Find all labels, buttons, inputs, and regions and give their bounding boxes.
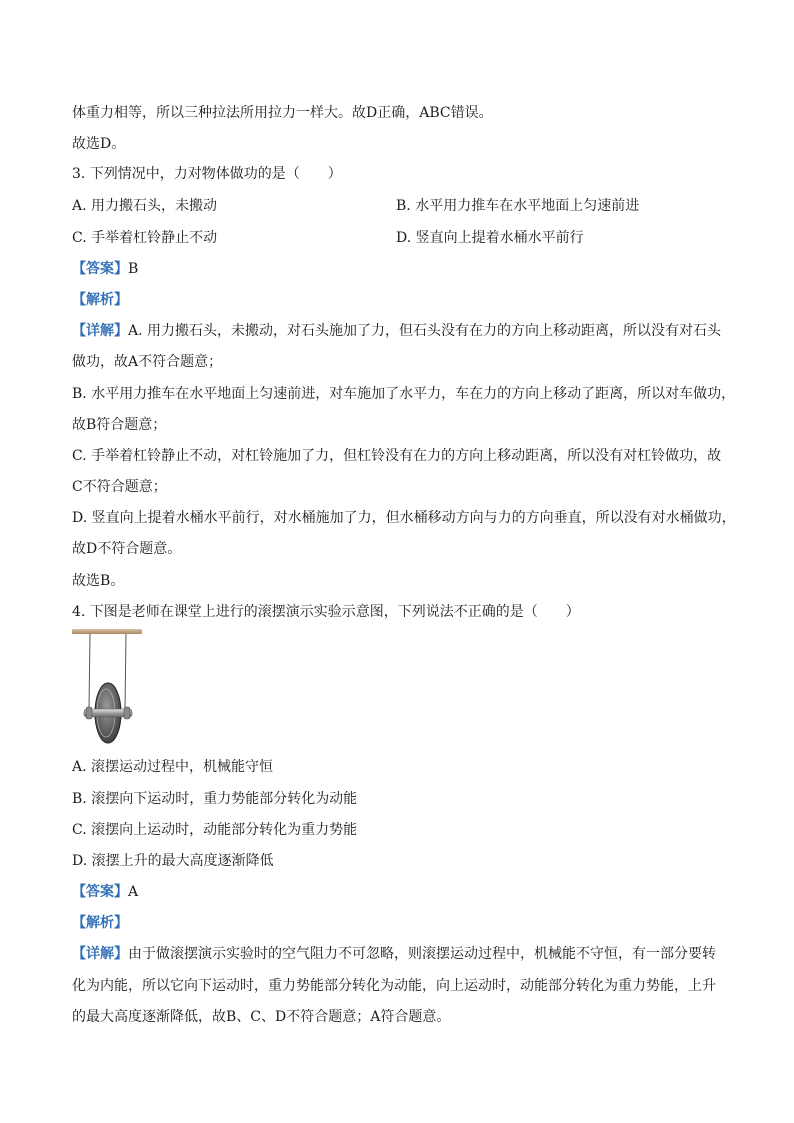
detail-text: A. 用力搬石头，未搬动，对石头施加了力，但石头没有在力的方向上移动距离，所以没有对石头: [128, 323, 722, 339]
q4-option-d: D. 滚摆上升的最大高度逐渐降低: [72, 853, 274, 869]
q3-option-c: C. 手举着杠铃静止不动: [72, 230, 218, 246]
text-line: C. 手举着杠铃静止不动，对杠铃施加了力，但杠铃没有在力的方向上移动距离，所以没有对杠铃做功，故: [72, 448, 722, 464]
maxwell-wheel-figure: [70, 627, 146, 749]
q4-option-c: C. 滚摆向上运动时，动能部分转化为重力势能: [72, 822, 358, 838]
text-line: D. 竖直向上提着水桶水平前行，对水桶施加了力，但水桶移动方向与力的方向垂直，所以没有对水桶做功，: [72, 510, 736, 526]
analysis-tag: 【解析】: [72, 915, 128, 931]
q3-detail-line: [72, 321, 721, 341]
q4-option-b: B. 滚摆向下运动时，重力势能部分转化为动能: [72, 791, 358, 807]
q3-option-d: D. 竖直向上提着水桶水平前行: [396, 230, 584, 246]
maxwell-wheel-illustration: [70, 627, 146, 749]
q3-option-a: A. 用力搬石头，未搬动: [72, 198, 218, 214]
text-line: 故选D。: [72, 136, 126, 152]
text-line: B. 水平用力推车在水平地面上匀速前进，对车施加了水平力，车在力的方向上移动了距离，所以对车做功，: [72, 386, 736, 402]
detail-tag: 【详解】: [72, 946, 128, 962]
q4-detail-line: [72, 944, 716, 964]
text-line: 做功，故A不符合题意；: [72, 354, 223, 370]
answer-value: A: [128, 884, 139, 900]
q3-analysis-tag: [72, 290, 128, 310]
q3-answer-line: [72, 259, 138, 279]
answer-tag: 【答案】: [72, 884, 128, 900]
text-line: 体重力相等，所以三种拉法所用拉力一样大。故D正确，ABC错误。: [72, 105, 493, 121]
q3-option-b: B. 水平用力推车在水平地面上匀速前进: [396, 198, 640, 214]
detail-text: 由于做滚摆演示实验时的空气阻力不可忽略，则滚摆运动过程中，机械能不守恒，有一部分要转: [128, 946, 716, 962]
text-line: C不符合题意；: [72, 479, 167, 495]
question-3-stem: 3. 下列情况中，力对物体做功的是（ ）: [72, 166, 342, 182]
text-line: 化为内能，所以它向下运动时，重力势能部分转化为动能，向上运动时，动能部分转化为重力势能，上升: [72, 978, 716, 994]
text-line: 故B符合题意；: [72, 417, 167, 433]
detail-tag: 【详解】: [72, 323, 128, 339]
q4-analysis-tag: [72, 913, 128, 933]
question-4-stem: 4. 下图是老师在课堂上进行的滚摆演示实验示意图，下列说法不正确的是（ ）: [72, 604, 580, 620]
answer-value: B: [128, 261, 139, 277]
q4-option-a: A. 滚摆运动过程中，机械能守恒: [72, 759, 274, 775]
q4-answer-line: [72, 882, 138, 902]
text-line: 故D不符合题意。: [72, 541, 182, 557]
text-line: 故选B。: [72, 573, 125, 589]
analysis-tag: 【解析】: [72, 292, 128, 308]
answer-tag: 【答案】: [72, 261, 128, 277]
text-line: 的最大高度逐渐降低，故B、C、D不符合题意；A符合题意。: [72, 1009, 451, 1025]
